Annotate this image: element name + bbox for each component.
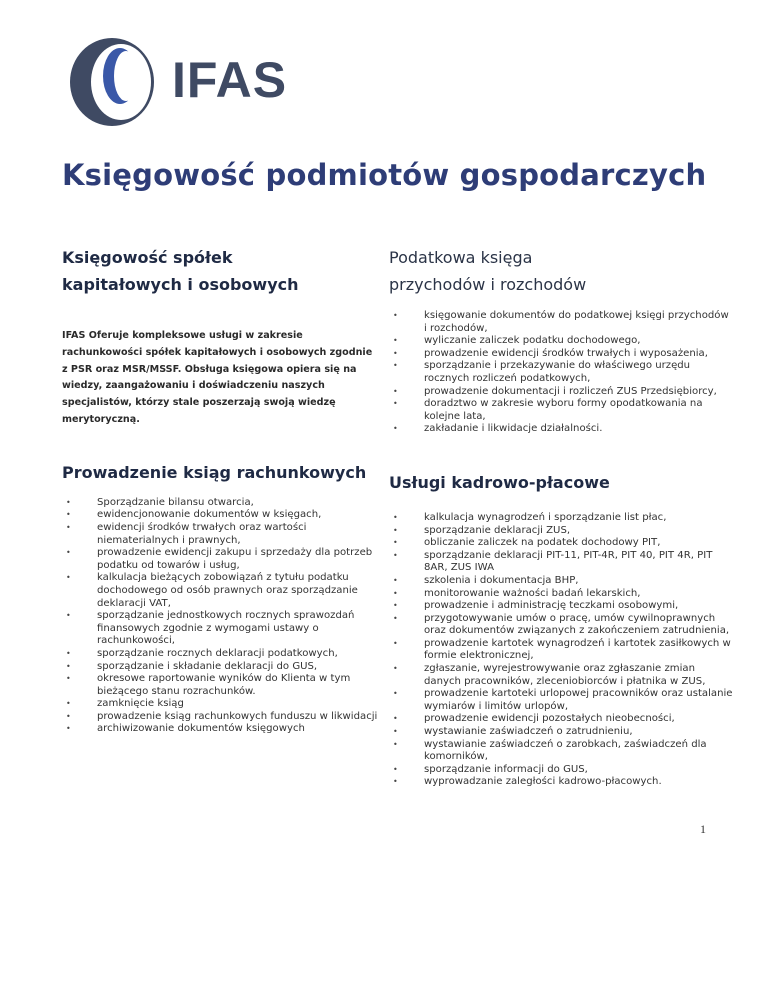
heading-line-1: Podatkowa księga [389, 248, 533, 267]
list-item [389, 764, 734, 777]
list-item [389, 423, 734, 436]
bullet-icon: • [393, 525, 398, 535]
bullet-icon: • [393, 714, 398, 724]
bullet-icon: • [393, 361, 398, 371]
bullet-icon: • [393, 336, 398, 346]
heading-line-2: kapitałowych i osobowych [62, 275, 299, 294]
list-item [389, 613, 734, 638]
list-item [62, 610, 380, 648]
logo-emblem-icon [62, 36, 162, 128]
list-item-text: Sporządzanie bilansu otwarcia, [97, 496, 254, 508]
list-item [389, 398, 734, 423]
section-heading-kadry: Usługi kadrowo-płacowe [389, 472, 610, 492]
list-item-text: doradztwo w zakresie wyboru formy opodatkowania na kolejne lata, [424, 398, 703, 422]
bullet-icon: • [66, 648, 71, 658]
bullet-icon: • [393, 550, 398, 560]
bullet-icon: • [393, 638, 398, 648]
list-item-text: zgłaszanie, wyrejestrowywanie oraz zgłaszanie zmian danych pracowników, zleceniobiorców i płatnika w ZUS, [424, 663, 706, 687]
bullet-icon: • [393, 386, 398, 396]
list-item-text: sporządzanie deklaracji PIT-11, PIT-4R, PIT 40, PIT 4R, PIT 8AR, ZUS IWA [424, 549, 713, 574]
ifas-logo [62, 36, 352, 128]
list-item [389, 335, 734, 348]
list-item-text: wyliczanie zaliczek podatku dochodowego, [424, 335, 641, 347]
list-item [389, 386, 734, 399]
list-item [389, 575, 734, 588]
kpir-list [389, 310, 734, 436]
list-item-text: wystawianie zaświadczeń o zatrudnieniu, [424, 726, 633, 738]
bullet-icon: • [393, 538, 398, 548]
list-item-text: obliczanie zaliczek na podatek dochodowy PIT, [424, 537, 661, 549]
right-column [389, 244, 734, 789]
bullet-icon: • [393, 613, 398, 623]
bullet-icon: • [66, 510, 71, 520]
bullet-icon: • [393, 348, 398, 358]
list-item-text: kalkulacja bieżących zobowiązań z tytułu podatku dochodowego od osób prawnych oraz sporządzanie deklaracji VAT, [97, 572, 358, 609]
bullet-icon: • [393, 588, 398, 598]
list-item [62, 497, 380, 510]
bullet-icon: • [393, 399, 398, 409]
bullet-icon: • [66, 674, 71, 684]
bullet-icon: • [66, 573, 71, 583]
page-title: Księgowość podmiotów gospodarczych [62, 158, 707, 192]
bullet-icon: • [66, 522, 71, 532]
list-item [389, 537, 734, 550]
list-item [62, 572, 380, 610]
list-item-text: sporządzanie informacji do GUS, [424, 763, 588, 775]
list-item-text: sporządzanie deklaracji ZUS, [424, 524, 571, 536]
bullet-icon: • [393, 575, 398, 585]
list-item [389, 310, 734, 335]
list-item [389, 663, 734, 688]
list-item [62, 522, 380, 547]
list-item-text: prowadzenie dokumentacji i rozliczeń ZUS Przedsiębiorcy, [424, 385, 717, 397]
list-item [389, 713, 734, 726]
list-item-text: zamknięcie ksiąg [97, 698, 184, 710]
list-item-text: prowadzenie ksiąg rachunkowych funduszu w likwidacji [97, 710, 378, 722]
list-item [389, 525, 734, 538]
list-item [62, 723, 380, 736]
list-item [389, 348, 734, 361]
bullet-icon: • [66, 548, 71, 558]
list-item-text: wystawianie zaświadczeń o zarobkach, zaświadczeń dla komorników, [424, 738, 707, 763]
list-item [389, 638, 734, 663]
bullet-icon: • [66, 497, 71, 507]
ksiegi-list [62, 497, 380, 736]
bullet-icon: • [393, 512, 398, 522]
list-item-text: prowadzenie i administrację teczkami osobowymi, [424, 600, 679, 612]
bullet-icon: • [66, 724, 71, 734]
list-item [62, 661, 380, 674]
list-item-text: prowadzenie kartotek wynagrodzeń i kartotek zasiłkowych w formie elektronicznej, [424, 637, 731, 662]
list-item-text: sporządzanie i składanie deklaracji do GUS, [97, 660, 318, 672]
bullet-icon: • [393, 777, 398, 787]
bullet-icon: • [66, 699, 71, 709]
list-item-text: przygotowywanie umów o pracę, umów cywilnoprawnych oraz dokumentów związanych z zakończeniem zatrudnienia, [424, 612, 730, 637]
list-item [389, 588, 734, 601]
list-item-text: prowadzenie ewidencji środków trwałych i wyposażenia, [424, 347, 708, 359]
list-item [62, 547, 380, 572]
bullet-icon: • [393, 601, 398, 611]
list-item [389, 512, 734, 525]
list-item [62, 698, 380, 711]
bullet-icon: • [393, 727, 398, 737]
left-column [62, 244, 380, 736]
list-item [389, 776, 734, 789]
section-heading-kpir [389, 244, 734, 298]
bullet-icon: • [66, 711, 71, 721]
list-item-text: prowadzenie ewidencji zakupu i sprzedaży dla potrzeb podatku od towarów i usług, [97, 547, 373, 571]
list-item [62, 648, 380, 661]
list-item [389, 739, 734, 764]
intro-paragraph: IFAS Oferuje kompleksowe usługi w zakresie rachunkowości spółek kapitałowych i osobowych zgodnie z PSR oraz MSR/MSSF. Obsługa księgowa opiera się na wiedzy, zaangażowaniu i doświadczeniu naszych specjalistów, którzy stale poszerzają swoją wiedzę merytoryczną. [62, 330, 373, 425]
list-item-text: archiwizowanie dokumentów księgowych [97, 723, 305, 735]
list-item-text: kalkulacja wynagrodzeń i sporządzanie list płac, [424, 511, 667, 523]
bullet-icon: • [393, 764, 398, 774]
list-item-text: sporządzanie rocznych deklaracji podatkowych, [97, 647, 338, 659]
list-item [389, 550, 734, 575]
bullet-icon: • [393, 664, 398, 674]
bullet-icon: • [66, 611, 71, 621]
list-item [62, 711, 380, 724]
list-item-text: sporządzanie i przekazywanie do właściwego urzędu rocznych rozliczeń podatkowych, [424, 360, 691, 384]
logo-text: IFAS [172, 52, 288, 108]
list-item-text: ewidencji środków trwałych oraz wartości niematerialnych i prawnych, [97, 521, 307, 546]
kadry-list [389, 512, 734, 789]
bullet-icon: • [393, 424, 398, 434]
section-heading-spolki [62, 244, 380, 298]
list-item [389, 688, 734, 713]
list-item-text: okresowe raportowanie wyników do Klienta w tym bieżącego stanu rozrachunków. [97, 673, 351, 697]
section-heading-ksiegi: Prowadzenie ksiąg rachunkowych [62, 462, 367, 482]
list-item [389, 726, 734, 739]
list-item-text: prowadzenie kartoteki urlopowej pracowników oraz ustalanie wymiarów i limitów urlopów, [424, 688, 733, 712]
bullet-icon: • [393, 739, 398, 749]
page-number: 1 [700, 822, 706, 836]
list-item [62, 673, 380, 698]
list-item-text: ewidencjonowanie dokumentów w księgach, [97, 509, 322, 521]
list-item-text: księgowanie dokumentów do podatkowej księgi przychodów i rozchodów, [424, 310, 729, 334]
list-item-text: zakładanie i likwidacje działalności. [424, 423, 603, 435]
list-item [62, 509, 380, 522]
bullet-icon: • [66, 661, 71, 671]
bullet-icon: • [393, 689, 398, 699]
bullet-icon: • [393, 311, 398, 320]
list-item-text: wyprowadzanie zaległości kadrowo-płacowych. [424, 776, 662, 788]
list-item [389, 600, 734, 613]
list-item [389, 360, 734, 385]
list-item-text: szkolenia i dokumentacja BHP, [424, 574, 579, 586]
heading-line-1: Księgowość spółek [62, 248, 233, 267]
list-item-text: prowadzenie ewidencji pozostałych nieobecności, [424, 713, 675, 725]
list-item-text: sporządzanie jednostkowych rocznych sprawozdań finansowych zgodnie z wymogami ustawy o rachunkowości, [97, 610, 355, 647]
list-item-text: monitorowanie ważności badań lekarskich, [424, 587, 641, 599]
heading-line-2: przychodów i rozchodów [389, 275, 587, 294]
